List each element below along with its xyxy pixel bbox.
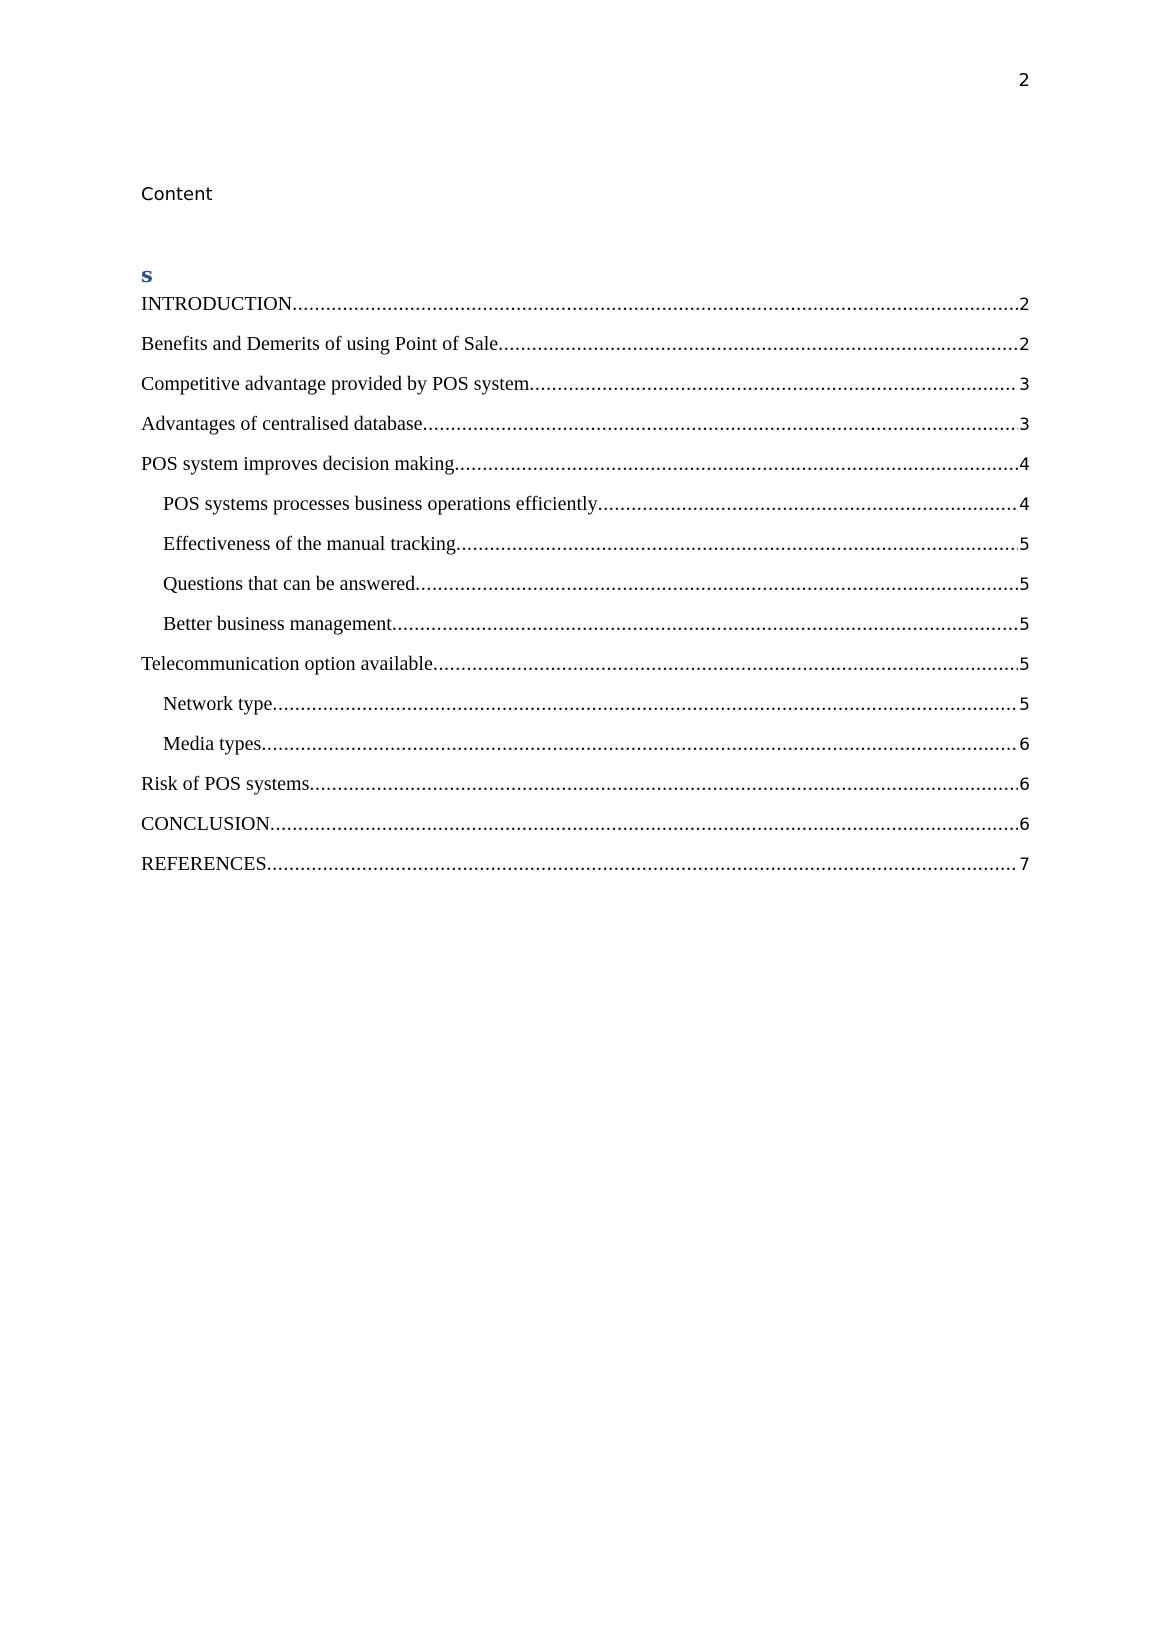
- toc-entry-page: 6: [1019, 815, 1030, 835]
- toc-entry-title: Risk of POS systems: [141, 773, 310, 795]
- toc-entry-media-types[interactable]: [141, 733, 1030, 773]
- toc-dot-leader: [456, 533, 1018, 556]
- toc-dot-leader: [392, 613, 1018, 636]
- toc-dot-leader: [292, 293, 1018, 316]
- toc-entry-page: 5: [1019, 655, 1030, 675]
- toc-entry-risk[interactable]: [141, 773, 1030, 813]
- toc-entry-title: Media types: [163, 733, 262, 755]
- toc-dot-leader: [267, 853, 1019, 876]
- toc-entry-page: 5: [1019, 695, 1030, 715]
- toc-entry-title: POS systems processes business operations efficiently: [163, 493, 598, 515]
- toc-entry-title: REFERENCES: [141, 853, 267, 875]
- toc-entry-page: 2: [1019, 335, 1030, 355]
- toc-entry-references[interactable]: [141, 853, 1030, 893]
- toc-dot-leader: [423, 413, 1019, 436]
- toc-entry-title: CONCLUSION: [141, 813, 270, 835]
- toc-entry-questions-answered[interactable]: [141, 573, 1030, 613]
- toc-entry-page: 4: [1019, 455, 1030, 475]
- toc-dot-leader: [261, 733, 1018, 756]
- toc-dot-leader: [415, 573, 1018, 596]
- toc-entry-page: 2: [1019, 295, 1030, 315]
- toc-entry-page: 6: [1019, 775, 1030, 795]
- toc-entry-page: 5: [1019, 535, 1030, 555]
- toc-entry-title: Advantages of centralised database: [141, 413, 423, 435]
- toc-entry-title: Network type: [163, 693, 273, 715]
- toc-entry-title: INTRODUCTION: [141, 293, 293, 315]
- toc-entry-telecommunication[interactable]: [141, 653, 1030, 693]
- page-number: 2: [1018, 70, 1030, 91]
- toc-entry-business-management[interactable]: [141, 613, 1030, 653]
- table-of-contents: [141, 293, 1030, 893]
- toc-entry-page: 6: [1019, 735, 1030, 755]
- toc-entry-decision-making[interactable]: [141, 453, 1030, 493]
- toc-entry-business-operations[interactable]: [141, 493, 1030, 533]
- toc-entry-title: Better business management: [163, 613, 392, 635]
- toc-entry-page: 3: [1019, 415, 1030, 435]
- toc-entry-title: Questions that can be answered: [163, 573, 416, 595]
- toc-dot-leader: [529, 373, 1018, 396]
- toc-dot-leader: [433, 653, 1018, 676]
- toc-entry-competitive-advantage[interactable]: [141, 373, 1030, 413]
- toc-entry-centralised-database[interactable]: [141, 413, 1030, 453]
- toc-entry-page: 5: [1019, 575, 1030, 595]
- toc-entry-manual-tracking[interactable]: [141, 533, 1030, 573]
- toc-dot-leader: [598, 493, 1019, 516]
- toc-dot-leader: [272, 693, 1018, 716]
- toc-dot-leader: [498, 333, 1018, 356]
- toc-entry-page: 5: [1019, 615, 1030, 635]
- toc-entry-title: Benefits and Demerits of using Point of Sale: [141, 333, 499, 355]
- toc-entry-page: 7: [1019, 855, 1030, 875]
- toc-entry-network-type[interactable]: [141, 693, 1030, 733]
- toc-dot-leader: [270, 813, 1018, 836]
- contents-heading: Content: [141, 184, 213, 205]
- toc-entry-page: 4: [1019, 495, 1030, 515]
- toc-entry-title: Telecommunication option available: [141, 653, 433, 675]
- toc-dot-leader: [309, 773, 1018, 796]
- contents-heading-continuation: s: [141, 262, 153, 287]
- toc-entry-page: 3: [1019, 375, 1030, 395]
- toc-entry-title: POS system improves decision making: [141, 453, 455, 475]
- toc-entry-conclusion[interactable]: [141, 813, 1030, 853]
- toc-dot-leader: [454, 453, 1018, 476]
- toc-entry-title: Competitive advantage provided by POS system: [141, 373, 530, 395]
- toc-entry-benefits-demerits[interactable]: [141, 333, 1030, 373]
- toc-entry-introduction[interactable]: [141, 293, 1030, 333]
- toc-entry-title: Effectiveness of the manual tracking: [163, 533, 456, 555]
